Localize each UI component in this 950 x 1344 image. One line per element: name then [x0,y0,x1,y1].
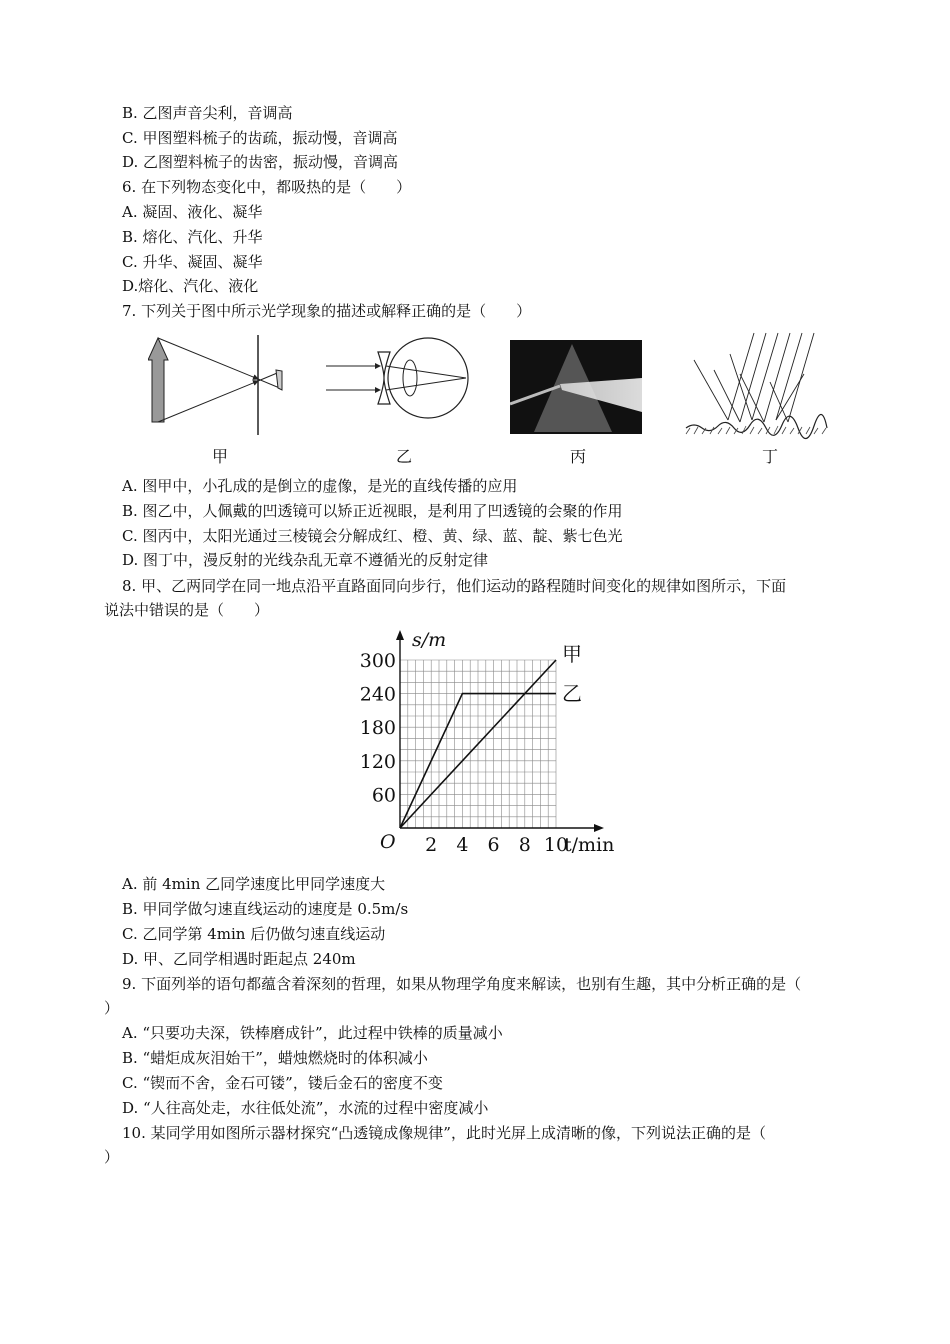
y-tick-label: 300 [359,650,396,672]
series-label-1: 甲 [562,642,582,666]
x-axis-arrow [594,824,604,832]
y-axis-label: s/m [412,629,447,651]
option-6c: C. 升华、凝固、凝华 [122,253,263,271]
y-tick-label: 120 [359,750,396,773]
x-tick-label: 6 [487,834,500,856]
y-tick-label: 180 [359,717,396,740]
figure-caption-jia: 甲 [212,447,229,466]
option-6d: D.熔化、汽化、液化 [122,277,259,295]
series-label-2: 乙 [562,681,582,706]
option-8c: C. 乙同学第 4min 后仍做匀速直线运动 [122,925,386,943]
option-7b: B. 图乙中，人佩戴的凹透镜可以矫正近视眼，是利用了凹透镜的会聚的作用 [122,502,623,520]
option-6b: B. 熔化、汽化、升华 [122,228,263,246]
option-5c: C. 甲图塑料梳子的齿疏，振动慢，音调高 [122,129,398,147]
figure-caption-ding: 丁 [762,447,779,466]
figure-bing-prism [510,340,642,434]
option-5b: B. 乙图声音尖利，音调高 [122,104,293,122]
option-8d: D. 甲、乙同学相遇时距起点 240m [122,950,356,968]
origin-label: O [380,831,396,853]
y-tick-label: 60 [371,784,396,807]
x-tick-label: 4 [456,834,469,856]
x-axis-label: t/min [564,834,615,856]
x-tick-label: 10 [543,834,569,856]
option-9a: A. “只要功夫深，铁棒磨成针”，此过程中铁棒的质量减小 [122,1024,503,1042]
option-7c: C. 图丙中，太阳光通过三棱镜会分解成红、橙、黄、绿、蓝、靛、紫七色光 [122,527,623,545]
st-chart [350,612,640,862]
y-tick-label: 240 [359,683,396,706]
x-tick-label: 8 [518,834,531,856]
option-7a: A. 图甲中，小孔成的是倒立的虚像，是光的直线传播的应用 [122,477,518,495]
x-tick-label: 2 [425,834,438,856]
question-8-line1: 8. 甲、乙两同学在同一地点沿平直路面同向步行，他们运动的路程随时间变化的规律如图所示，下面 [122,577,787,595]
option-9d: D. “人往高处走，水往低处流”，水流的过程中密度减小 [122,1099,489,1117]
option-8a: A. 前 4min 乙同学速度比甲同学速度大 [122,875,386,893]
option-7d: D. 图丁中，漫反射的光线杂乱无章不遵循光的反射定律 [122,551,489,569]
y-axis-arrow [396,630,404,640]
figure-jia-pinhole [148,330,298,440]
option-8b: B. 甲同学做匀速直线运动的速度是 0.5m/s [122,900,409,918]
figure-caption-bing: 丙 [570,447,587,466]
option-9b: B. “蜡炬成灰泪始干”，蜡烛燃烧时的体积减小 [122,1049,428,1067]
question-6: 6. 在下列物态变化中，都吸热的是（ ） [122,178,412,196]
question-10-line1: 10. 某同学用如图所示器材探究“凸透镜成像规律”，此时光屏上成清晰的像，下列说法正确的是（ [122,1124,766,1142]
figure-caption-yi: 乙 [396,447,413,466]
question-9-line2: ） [104,999,120,1017]
option-6a: A. 凝固、液化、凝华 [122,203,263,221]
question-7: 7. 下列关于图中所示光学现象的描述或解释正确的是（ ） [122,302,532,320]
figure-yi-eye-lens [318,330,478,440]
question-10-line2: ） [104,1148,120,1166]
question-8-line2: 说法中错误的是（ ） [104,601,270,619]
option-9c: C. “锲而不舍，金石可镂”，镂后金石的密度不变 [122,1074,443,1092]
question-9-line1: 9. 下面列举的语句都蕴含着深刻的哲理，如果从物理学角度来解读，也别有生趣，其中分析正确的是（ [122,975,802,993]
figure-ding-diffuse-reflection [684,330,829,440]
option-5d: D. 乙图塑料梳子的齿密，振动慢，音调高 [122,153,399,171]
